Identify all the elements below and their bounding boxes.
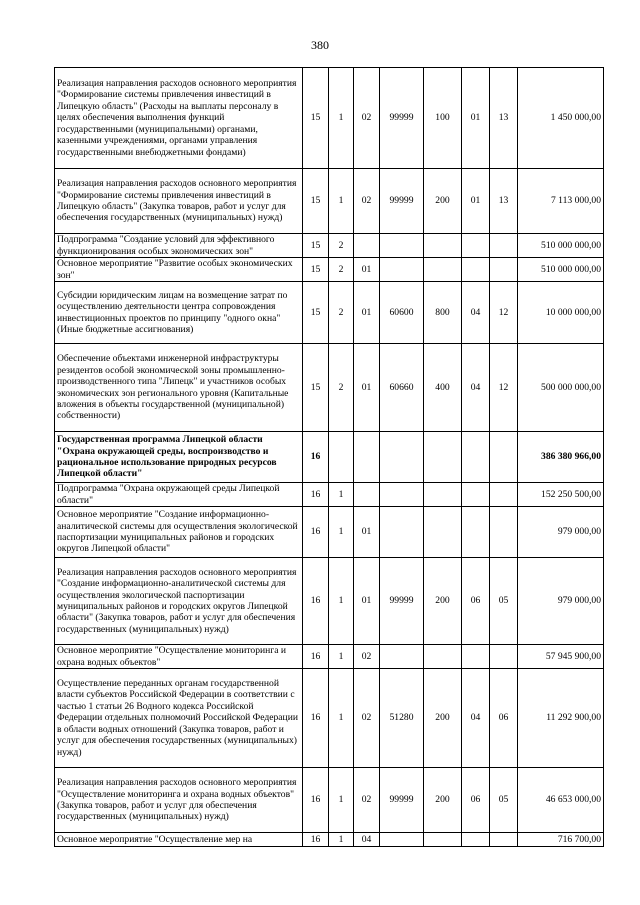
subprogram-code-cell: 2 [329, 234, 354, 258]
subsection-cell [490, 432, 518, 483]
direction-code-cell [380, 432, 424, 483]
measure-code-cell: 02 [354, 169, 380, 234]
measure-code-cell: 02 [354, 645, 380, 669]
section-cell: 04 [462, 282, 490, 344]
amount-cell: 716 700,00 [518, 833, 604, 847]
direction-code-cell [380, 645, 424, 669]
subsection-cell [490, 483, 518, 507]
subprogram-code-cell: 1 [329, 483, 354, 507]
section-cell [462, 833, 490, 847]
amount-cell: 500 000 000,00 [518, 344, 604, 432]
subsection-cell: 05 [490, 558, 518, 645]
program-code-cell: 15 [303, 169, 329, 234]
program-code-cell: 16 [303, 558, 329, 645]
measure-code-cell: 01 [354, 258, 380, 282]
row-name-cell: Основное мероприятие "Развитие особых экономических зон" [55, 258, 303, 282]
program-code-cell: 15 [303, 234, 329, 258]
row-name-cell: Субсидии юридическим лицам на возмещение затрат по осуществлению деятельности центра сопровождения инвестиционных проектов по принципу "одного окна" (Иные бюджетные ассигнования) [55, 282, 303, 344]
table-row [55, 768, 604, 833]
subprogram-code-cell: 1 [329, 645, 354, 669]
measure-code-cell: 01 [354, 344, 380, 432]
direction-code-cell: 51280 [380, 669, 424, 768]
measure-code-cell: 02 [354, 68, 380, 169]
table-row [55, 483, 604, 507]
amount-cell: 1 450 000,00 [518, 68, 604, 169]
row-name-cell: Реализация направления расходов основного мероприятия "Формирование системы привлечения инвестиций в Липецкую область" (Закупка товаров, работ и услуг для обеспечения государственных (муниципальных) нужд) [55, 169, 303, 234]
section-cell: 01 [462, 68, 490, 169]
row-name-cell: Основное мероприятие "Осуществление мониторинга и охрана водных объектов" [55, 645, 303, 669]
amount-cell: 10 000 000,00 [518, 282, 604, 344]
amount-cell: 979 000,00 [518, 558, 604, 645]
amount-cell: 979 000,00 [518, 507, 604, 558]
subprogram-code-cell: 1 [329, 669, 354, 768]
direction-code-cell: 99999 [380, 68, 424, 169]
direction-code-cell: 99999 [380, 768, 424, 833]
section-cell: 04 [462, 344, 490, 432]
program-code-cell: 16 [303, 483, 329, 507]
measure-code-cell [354, 483, 380, 507]
program-code-cell: 15 [303, 344, 329, 432]
row-name-cell: Основное мероприятие "Осуществление мер на [55, 833, 303, 847]
row-name-cell: Государственная программа Липецкой области "Охрана окружающей среды, воспроизводство и рациональное использование природных ресурсов Липецкой области" [55, 432, 303, 483]
expense-type-cell: 800 [424, 282, 462, 344]
row-name-cell: Подпрограмма "Создание условий для эффективного функционирования особых экономических зон" [55, 234, 303, 258]
table-row [55, 669, 604, 768]
subprogram-code-cell: 1 [329, 558, 354, 645]
measure-code-cell [354, 234, 380, 258]
section-cell: 06 [462, 768, 490, 833]
expense-type-cell: 200 [424, 768, 462, 833]
row-name-cell: Реализация направления расходов основного мероприятия "Создание информационно-аналитической системы для осуществления экологической паспортизации муниципальных районов и городских округов Липецкой области" (Закупка товаров, работ и услуг для обеспечения государственных (муниципальных) нужд) [55, 558, 303, 645]
direction-code-cell: 60660 [380, 344, 424, 432]
subsection-cell [490, 507, 518, 558]
subsection-cell [490, 234, 518, 258]
direction-code-cell [380, 507, 424, 558]
row-name-cell: Осуществление переданных органам государственной власти субъектов Российской Федерации в соответствии с частью 1 статьи 26 Водного кодекса Российской Федерации отдельных полномочий Российской Федерации в области водных отношений (Закупка товаров, работ и услуг для обеспечения государственных (муниципальных) нужд) [55, 669, 303, 768]
row-name-cell: Реализация направления расходов основного мероприятия "Формирование системы привлечения инвестиций в Липецкую область" (Расходы на выплаты персоналу в целях обеспечения выполнения функций государственными (муниципальными) органами, казенными учреждениями, органами управления государственными внебюджетными фондами) [55, 68, 303, 169]
subprogram-code-cell: 1 [329, 507, 354, 558]
expense-type-cell: 400 [424, 344, 462, 432]
measure-code-cell: 01 [354, 282, 380, 344]
expense-type-cell [424, 645, 462, 669]
direction-code-cell: 60600 [380, 282, 424, 344]
subprogram-code-cell: 1 [329, 68, 354, 169]
amount-cell: 386 380 966,00 [518, 432, 604, 483]
subsection-cell: 12 [490, 344, 518, 432]
subsection-cell: 13 [490, 68, 518, 169]
section-cell [462, 483, 490, 507]
measure-code-cell: 04 [354, 833, 380, 847]
subsection-cell [490, 645, 518, 669]
program-code-cell: 15 [303, 282, 329, 344]
section-cell [462, 258, 490, 282]
amount-cell: 510 000 000,00 [518, 258, 604, 282]
table-row [55, 833, 604, 847]
direction-code-cell: 99999 [380, 169, 424, 234]
measure-code-cell: 01 [354, 558, 380, 645]
amount-cell: 152 250 500,00 [518, 483, 604, 507]
direction-code-cell [380, 234, 424, 258]
row-name-cell: Основное мероприятие "Создание информационно-аналитической системы для осуществления экологической паспортизации муниципальных районов и городских округов Липецкой области" [55, 507, 303, 558]
subprogram-code-cell: 2 [329, 344, 354, 432]
amount-cell: 46 653 000,00 [518, 768, 604, 833]
table-row [55, 234, 604, 258]
subsection-cell [490, 833, 518, 847]
subsection-cell: 06 [490, 669, 518, 768]
section-cell [462, 432, 490, 483]
program-code-cell: 15 [303, 68, 329, 169]
table-row [55, 344, 604, 432]
measure-code-cell [354, 432, 380, 483]
amount-cell: 510 000 000,00 [518, 234, 604, 258]
measure-code-cell: 01 [354, 507, 380, 558]
expense-type-cell [424, 432, 462, 483]
program-code-cell: 16 [303, 432, 329, 483]
amount-cell: 57 945 900,00 [518, 645, 604, 669]
budget-table [54, 67, 604, 847]
subprogram-code-cell: 2 [329, 282, 354, 344]
program-code-cell: 16 [303, 645, 329, 669]
row-name-cell: Обеспечение объектами инженерной инфраструктуры резидентов особой экономической зоны промышленно-производственного типа "Липецк" и участников особых экономических зон регионального уровня (Капитальные вложения в объекты государственной (муниципальной) собственности) [55, 344, 303, 432]
expense-type-cell: 100 [424, 68, 462, 169]
subsection-cell: 12 [490, 282, 518, 344]
section-cell [462, 234, 490, 258]
page-number: 380 [311, 38, 329, 52]
expense-type-cell [424, 234, 462, 258]
measure-code-cell: 02 [354, 768, 380, 833]
subprogram-code-cell: 1 [329, 833, 354, 847]
row-name-cell: Подпрограмма "Охрана окружающей среды Липецкой области" [55, 483, 303, 507]
table-row [55, 68, 604, 169]
program-code-cell: 16 [303, 768, 329, 833]
expense-type-cell: 200 [424, 558, 462, 645]
table-row [55, 258, 604, 282]
table-row [55, 432, 604, 483]
row-name-cell: Реализация направления расходов основного мероприятия "Осуществление мониторинга и охрана водных объектов" (Закупка товаров, работ и услуг для обеспечения государственных (муниципальных) нужд) [55, 768, 303, 833]
table-row [55, 282, 604, 344]
subsection-cell [490, 258, 518, 282]
subprogram-code-cell [329, 432, 354, 483]
program-code-cell: 16 [303, 669, 329, 768]
program-code-cell: 16 [303, 507, 329, 558]
program-code-cell: 16 [303, 833, 329, 847]
direction-code-cell [380, 483, 424, 507]
table-row [55, 507, 604, 558]
subprogram-code-cell: 1 [329, 768, 354, 833]
section-cell: 06 [462, 558, 490, 645]
program-code-cell: 15 [303, 258, 329, 282]
subsection-cell: 05 [490, 768, 518, 833]
amount-cell: 11 292 900,00 [518, 669, 604, 768]
expense-type-cell: 200 [424, 169, 462, 234]
expense-type-cell [424, 483, 462, 507]
subsection-cell: 13 [490, 169, 518, 234]
table-row [55, 645, 604, 669]
section-cell: 04 [462, 669, 490, 768]
subprogram-code-cell: 1 [329, 169, 354, 234]
section-cell: 01 [462, 169, 490, 234]
amount-cell: 7 113 000,00 [518, 169, 604, 234]
section-cell [462, 645, 490, 669]
expense-type-cell: 200 [424, 669, 462, 768]
expense-type-cell [424, 258, 462, 282]
direction-code-cell: 99999 [380, 558, 424, 645]
table-row [55, 558, 604, 645]
expense-type-cell [424, 507, 462, 558]
subprogram-code-cell: 2 [329, 258, 354, 282]
measure-code-cell: 02 [354, 669, 380, 768]
section-cell [462, 507, 490, 558]
direction-code-cell [380, 258, 424, 282]
expense-type-cell [424, 833, 462, 847]
direction-code-cell [380, 833, 424, 847]
table-row [55, 169, 604, 234]
